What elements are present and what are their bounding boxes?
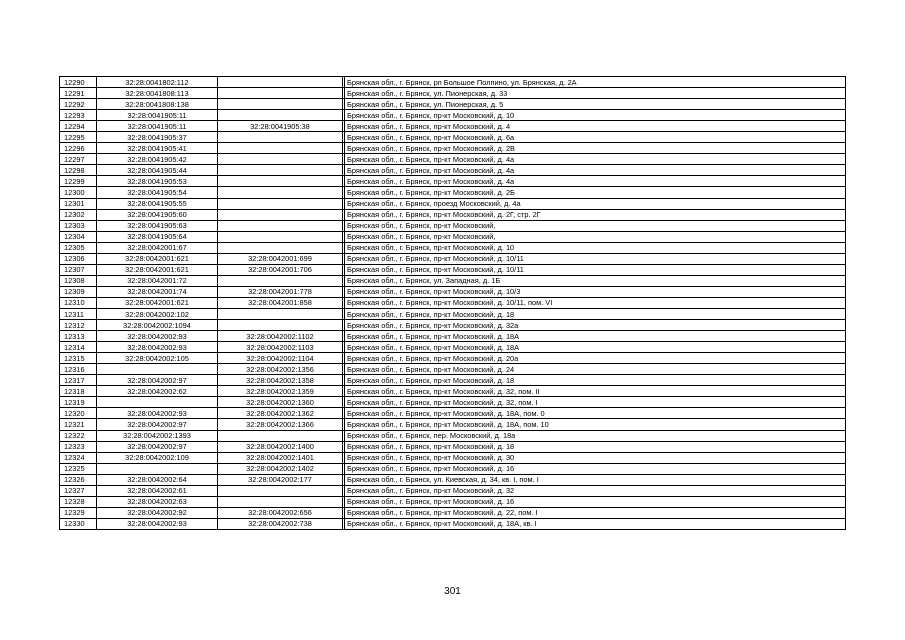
table-row [60,474,846,485]
table-row [60,518,846,529]
related-cadastral-number-cell: 32:28:0042002:1366 [218,419,343,430]
row-number-cell: 12322 [60,430,97,441]
table-row [60,441,846,452]
row-number-cell: 12295 [60,132,97,143]
related-cadastral-number-cell: 32:28:0042002:1402 [218,463,343,474]
table-row [60,220,846,231]
table-row [60,485,846,496]
row-number-cell: 12317 [60,375,97,386]
row-number-cell: 12324 [60,452,97,463]
cadastral-number-cell: 32:28:0041808:138 [97,99,218,110]
table-row [60,397,846,408]
address-cell: Брянская обл., г. Брянск, пр-кт Московский, д. 2Б [345,187,846,198]
cadastral-number-cell: 32:28:0042002:97 [97,419,218,430]
table-row [60,88,846,99]
related-cadastral-number-cell: 32:28:0042002:1400 [218,441,343,452]
related-cadastral-number-cell [218,77,343,88]
cadastral-number-cell: 32:28:0042001:621 [97,297,218,308]
address-cell: Брянская обл., г. Брянск, пр-кт Московский, д. 32, пом. II [345,386,846,397]
address-cell: Брянская обл., г. Брянск, пр-кт Московский, д. 18А [345,331,846,342]
related-cadastral-number-cell [218,209,343,220]
row-number-cell: 12314 [60,342,97,353]
related-cadastral-number-cell: 32:28:0042002:656 [218,507,343,518]
cadastral-number-cell: 32:28:0042001:74 [97,286,218,297]
table-row [60,231,846,242]
related-cadastral-number-cell: 32:28:0042002:1102 [218,331,343,342]
row-number-cell: 12297 [60,154,97,165]
related-cadastral-number-cell [218,485,343,496]
table-row [60,176,846,187]
cadastral-number-cell: 32:28:0041905:55 [97,198,218,209]
table-row [60,386,846,397]
table-row [60,452,846,463]
cadastral-number-cell: 32:28:0041905:54 [97,187,218,198]
related-cadastral-number-cell [218,187,343,198]
cadastral-number-cell [97,397,218,408]
address-cell: Брянская обл., г. Брянск, пр-кт Московский, д. 18 [345,308,846,319]
table-row [60,353,846,364]
related-cadastral-number-cell: 32:28:0042001:699 [218,253,343,264]
cadastral-number-cell: 32:28:0041808:113 [97,88,218,99]
related-cadastral-number-cell: 32:28:0042001:706 [218,264,343,275]
page-number: 301 [444,586,461,597]
cadastral-number-cell: 32:28:0042002:63 [97,496,218,507]
row-number-cell: 12298 [60,165,97,176]
table-row [60,198,846,209]
cadastral-number-cell: 32:28:0042002:92 [97,507,218,518]
address-cell: Брянская обл., г. Брянск, пр-кт Московский, д. 20а [345,353,846,364]
row-number-cell: 12293 [60,110,97,121]
row-number-cell: 12294 [60,121,97,132]
row-number-cell: 12316 [60,364,97,375]
row-number-cell: 12315 [60,353,97,364]
related-cadastral-number-cell: 32:28:0042001:778 [218,286,343,297]
cadastral-number-cell: 32:28:0042002:102 [97,308,218,319]
address-cell: Брянская обл., г. Брянск, пр-кт Московский, д. 18А, пом. 10 [345,419,846,430]
cadastral-number-cell: 32:28:0041905:64 [97,231,218,242]
table-row [60,331,846,342]
row-number-cell: 12321 [60,419,97,430]
table-row [60,264,846,275]
table-row [60,165,846,176]
table-row [60,99,846,110]
table-row [60,297,846,308]
table-row [60,110,846,121]
table-row [60,496,846,507]
address-cell: Брянская обл., г. Брянск, пр-кт Московский, д. 2В [345,143,846,154]
address-cell: Брянская обл., г. Брянск, пр-кт Московский, д. 10/11, пом. VI [345,297,846,308]
address-cell: Брянская обл., г. Брянск, ул. Западная, д. 1Б [345,275,846,286]
related-cadastral-number-cell [218,143,343,154]
cadastral-number-cell: 32:28:0042002:109 [97,452,218,463]
related-cadastral-number-cell [218,275,343,286]
related-cadastral-number-cell: 32:28:0042002:1359 [218,386,343,397]
related-cadastral-number-cell [218,99,343,110]
cadastral-number-cell [97,463,218,474]
registry-table-body [60,77,846,530]
address-cell: Брянская обл., г. Брянск, пер. Московский, д. 18а [345,430,846,441]
row-number-cell: 12290 [60,77,97,88]
cadastral-number-cell: 32:28:0041905:53 [97,176,218,187]
table-row [60,320,846,331]
row-number-cell: 12309 [60,286,97,297]
cadastral-number-cell: 32:28:0042002:1393 [97,430,218,441]
related-cadastral-number-cell: 32:28:0042001:858 [218,297,343,308]
cadastral-number-cell: 32:28:0042002:62 [97,386,218,397]
cadastral-number-cell: 32:28:0042001:67 [97,242,218,253]
cadastral-number-cell: 32:28:0041905:44 [97,165,218,176]
row-number-cell: 12308 [60,275,97,286]
row-number-cell: 12307 [60,264,97,275]
cadastral-number-cell: 32:28:0042002:93 [97,408,218,419]
row-number-cell: 12304 [60,231,97,242]
address-cell: Брянская обл., г. Брянск, пр-кт Московский, д. 16 [345,496,846,507]
cadastral-number-cell: 32:28:0042002:105 [97,353,218,364]
related-cadastral-number-cell: 32:28:0042002:1362 [218,408,343,419]
table-row [60,286,846,297]
address-cell: Брянская обл., г. Брянск, ул. Пионерская, д. 5 [345,99,846,110]
address-cell: Брянская обл., г. Брянск, пр-кт Московский, д. 32, пом. I [345,397,846,408]
row-number-cell: 12301 [60,198,97,209]
row-number-cell: 12296 [60,143,97,154]
address-cell: Брянская обл., г. Брянск, пр-кт Московский, д. 10 [345,242,846,253]
row-number-cell: 12313 [60,331,97,342]
related-cadastral-number-cell: 32:28:0042002:1103 [218,342,343,353]
cadastral-number-cell: 32:28:0042001:72 [97,275,218,286]
cadastral-number-cell: 32:28:0042002:97 [97,375,218,386]
table-row [60,209,846,220]
row-number-cell: 12325 [60,463,97,474]
address-cell: Брянская обл., г. Брянск, пр-кт Московский, д. 2Г, стр. 2Г [345,209,846,220]
cadastral-number-cell: 32:28:0042002:64 [97,474,218,485]
address-cell: Брянская обл., г. Брянск, пр-кт Московский, д. 4а [345,165,846,176]
related-cadastral-number-cell [218,154,343,165]
related-cadastral-number-cell: 32:28:0042002:1104 [218,353,343,364]
cadastral-number-cell: 32:28:0041905:42 [97,154,218,165]
cadastral-number-cell: 32:28:0041905:37 [97,132,218,143]
row-number-cell: 12326 [60,474,97,485]
row-number-cell: 12305 [60,242,97,253]
address-cell: Брянская обл., г. Брянск, пр-кт Московский, д. 10/3 [345,286,846,297]
address-cell: Брянская обл., г. Брянск, пр-кт Московский, [345,231,846,242]
address-cell: Брянская обл., г. Брянск, пр-кт Московский, д. 18А [345,342,846,353]
related-cadastral-number-cell [218,231,343,242]
table-row [60,308,846,319]
related-cadastral-number-cell [218,320,343,331]
address-cell: Брянская обл., г. Брянск, ул. Киевская, д. 34, кв. I, пом. I [345,474,846,485]
cadastral-number-cell: 32:28:0042002:93 [97,518,218,529]
row-number-cell: 12299 [60,176,97,187]
table-row [60,419,846,430]
row-number-cell: 12300 [60,187,97,198]
address-cell: Брянская обл., г. Брянск, рп Большое Полпино, ул. Брянская, д. 2А [345,77,846,88]
address-cell: Брянская обл., г. Брянск, ул. Пионерская, д. 33 [345,88,846,99]
address-cell: Брянская обл., г. Брянск, пр-кт Московский, д. 10 [345,110,846,121]
address-cell: Брянская обл., г. Брянск, пр-кт Московский, [345,220,846,231]
address-cell: Брянская обл., г. Брянск, пр-кт Московский, д. 6а [345,132,846,143]
table-row [60,342,846,353]
row-number-cell: 12306 [60,253,97,264]
related-cadastral-number-cell [218,496,343,507]
address-cell: Брянская обл., г. Брянск, пр-кт Московский, д. 4 [345,121,846,132]
address-cell: Брянская обл., г. Брянск, пр-кт Московский, д. 32 [345,485,846,496]
cadastral-number-cell: 32:28:0042001:621 [97,253,218,264]
table-row [60,275,846,286]
address-cell: Брянская обл., г. Брянск, пр-кт Московский, д. 32а [345,320,846,331]
table-row [60,463,846,474]
related-cadastral-number-cell [218,430,343,441]
address-cell: Брянская обл., г. Брянск, пр-кт Московский, д. 10/11 [345,264,846,275]
related-cadastral-number-cell: 32:28:0041905:38 [218,121,343,132]
row-number-cell: 12311 [60,308,97,319]
table-row [60,375,846,386]
table-row [60,143,846,154]
table-row [60,187,846,198]
related-cadastral-number-cell [218,88,343,99]
cadastral-number-cell: 32:28:0042002:93 [97,331,218,342]
related-cadastral-number-cell [218,220,343,231]
address-cell: Брянская обл., г. Брянск, пр-кт Московский, д. 10/11 [345,253,846,264]
row-number-cell: 12292 [60,99,97,110]
address-cell: Брянская обл., г. Брянск, пр-кт Московский, д. 4а [345,154,846,165]
table-row [60,132,846,143]
row-number-cell: 12327 [60,485,97,496]
row-number-cell: 12323 [60,441,97,452]
row-number-cell: 12318 [60,386,97,397]
cadastral-number-cell: 32:28:0041905:63 [97,220,218,231]
cadastral-number-cell: 32:28:0041905:60 [97,209,218,220]
related-cadastral-number-cell: 32:28:0042002:177 [218,474,343,485]
cadastral-number-cell: 32:28:0042002:61 [97,485,218,496]
address-cell: Брянская обл., г. Брянск, пр-кт Московский, д. 24 [345,364,846,375]
related-cadastral-number-cell [218,242,343,253]
table-row [60,154,846,165]
related-cadastral-number-cell [218,308,343,319]
address-cell: Брянская обл., г. Брянск, пр-кт Московский, д. 4а [345,176,846,187]
table-row [60,507,846,518]
table-row [60,121,846,132]
address-cell: Брянская обл., г. Брянск, пр-кт Московский, д. 18 [345,441,846,452]
related-cadastral-number-cell: 32:28:0042002:1401 [218,452,343,463]
address-cell: Брянская обл., г. Брянск, пр-кт Московский, д. 16 [345,463,846,474]
cadastral-number-cell: 32:28:0041905:41 [97,143,218,154]
cadastral-number-cell: 32:28:0042002:97 [97,441,218,452]
address-cell: Брянская обл., г. Брянск, проезд Московский, д. 4а [345,198,846,209]
table-row [60,408,846,419]
table-row [60,430,846,441]
table-row [60,77,846,88]
row-number-cell: 12330 [60,518,97,529]
related-cadastral-number-cell [218,198,343,209]
row-number-cell: 12320 [60,408,97,419]
address-cell: Брянская обл., г. Брянск, пр-кт Московский, д. 18А, кв. I [345,518,846,529]
table-row [60,242,846,253]
cadastral-number-cell: 32:28:0042001:621 [97,264,218,275]
cadastral-number-cell: 32:28:0042002:93 [97,342,218,353]
cadastral-number-cell [97,364,218,375]
row-number-cell: 12329 [60,507,97,518]
address-cell: Брянская обл., г. Брянск, пр-кт Московский, д. 22, пом. I [345,507,846,518]
address-cell: Брянская обл., г. Брянск, пр-кт Московский, д. 18А, пом. 0 [345,408,846,419]
table-row [60,253,846,264]
address-cell: Брянская обл., г. Брянск, пр-кт Московский, д. 30 [345,452,846,463]
related-cadastral-number-cell [218,110,343,121]
related-cadastral-number-cell: 32:28:0042002:1360 [218,397,343,408]
related-cadastral-number-cell [218,176,343,187]
address-cell: Брянская обл., г. Брянск, пр-кт Московский, д. 18 [345,375,846,386]
related-cadastral-number-cell: 32:28:0042002:738 [218,518,343,529]
table-row [60,364,846,375]
row-number-cell: 12303 [60,220,97,231]
cadastral-number-cell: 32:28:0041905:11 [97,121,218,132]
row-number-cell: 12319 [60,397,97,408]
registry-table [59,76,846,530]
row-number-cell: 12328 [60,496,97,507]
cadastral-number-cell: 32:28:0041905:11 [97,110,218,121]
related-cadastral-number-cell: 32:28:0042002:1356 [218,364,343,375]
cadastral-number-cell: 32:28:0041802:112 [97,77,218,88]
row-number-cell: 12302 [60,209,97,220]
row-number-cell: 12310 [60,297,97,308]
row-number-cell: 12312 [60,320,97,331]
cadastral-number-cell: 32:28:0042002:1094 [97,320,218,331]
related-cadastral-number-cell [218,132,343,143]
row-number-cell: 12291 [60,88,97,99]
related-cadastral-number-cell: 32:28:0042002:1358 [218,375,343,386]
related-cadastral-number-cell [218,165,343,176]
